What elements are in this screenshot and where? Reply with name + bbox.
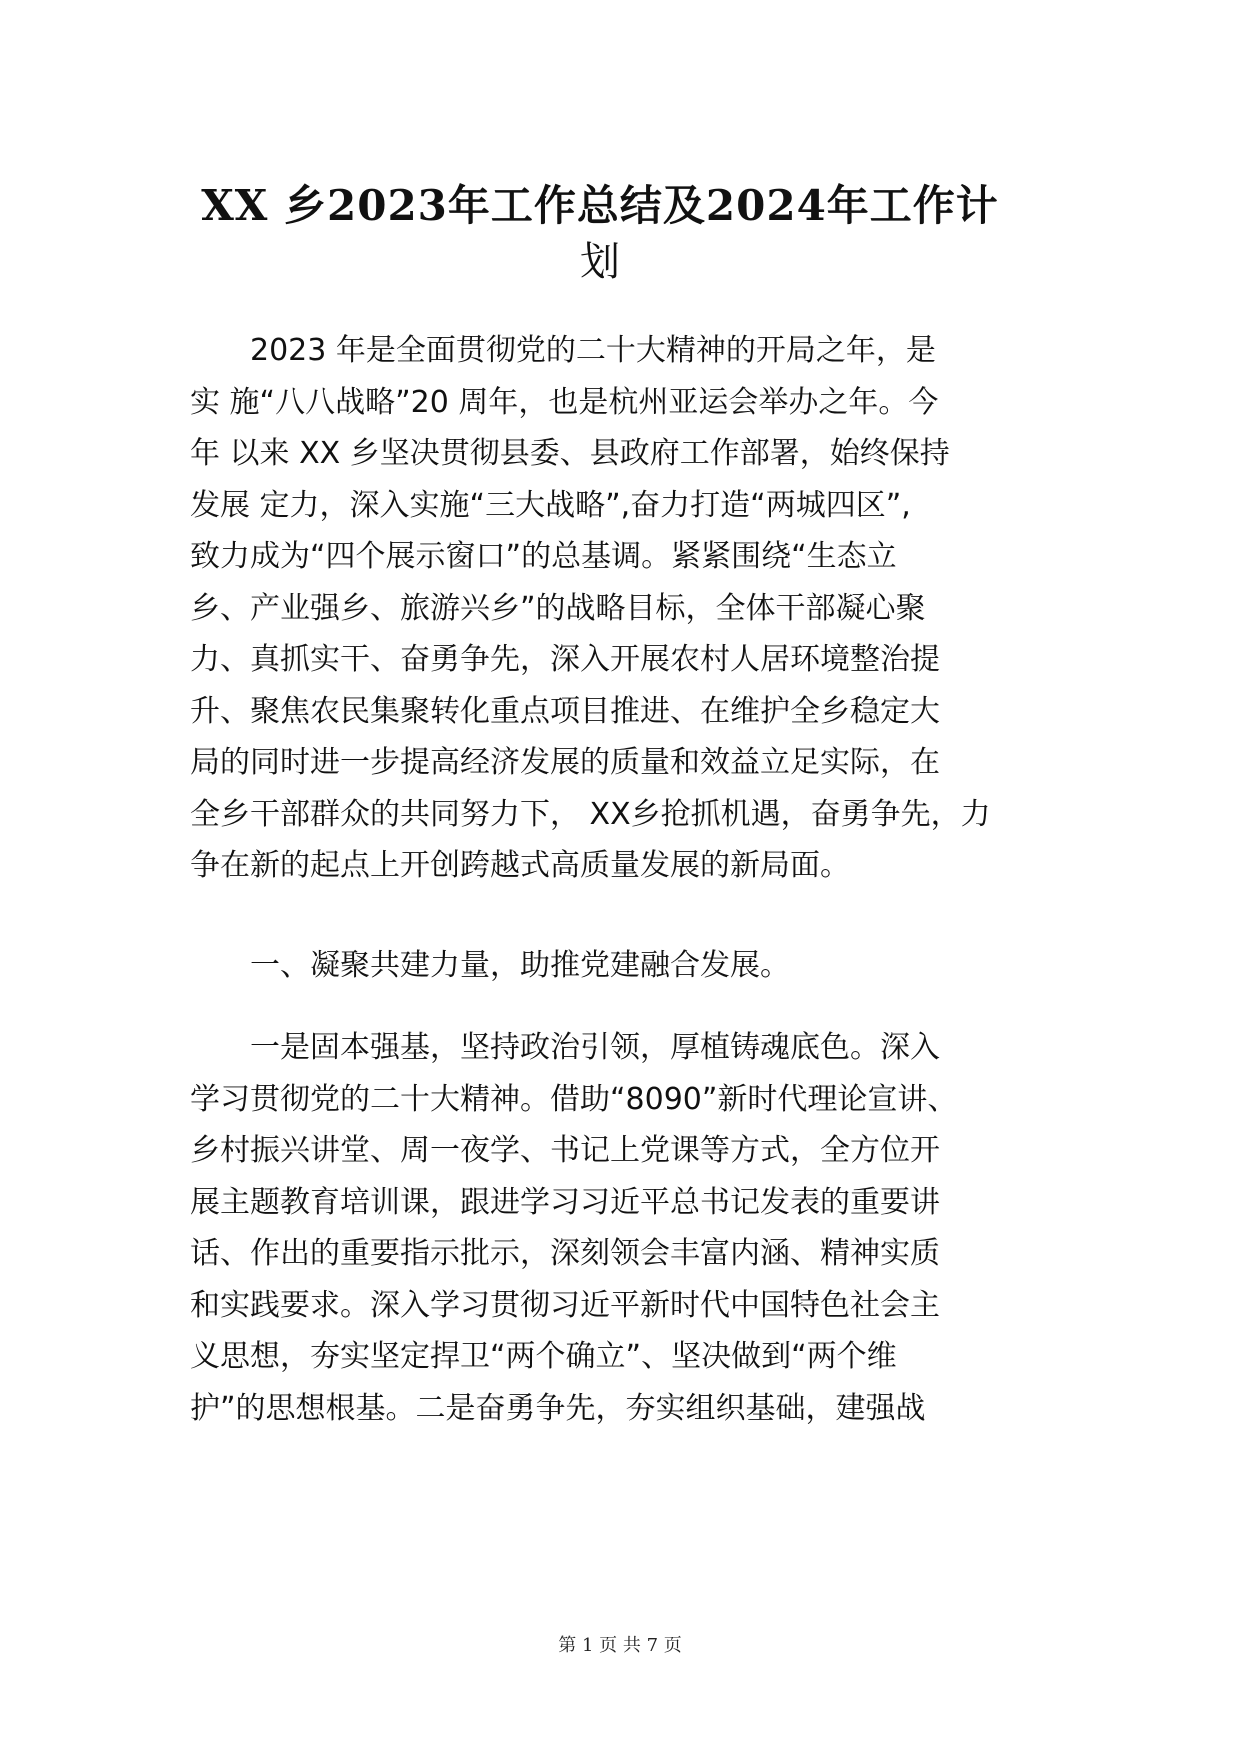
section-1-paragraph: 一是固本强基，坚持政治引领，厚植铸魂底色。深入 学习贯彻党的二十大精神。借助“8090”新时代理论宣讲、 乡村振兴讲堂、周一夜学、书记上党课等方式，全方位开 展主题教育培训课，跟进学习习近平总书记发表的重要讲 话、作出的重要指示批示，深刻领会丰富内涵、精神实质 和实践要求。深入学习贯彻习近平新时代中国特色社会主 义思想，夯实坚定捍卫“两个确立”、坚决做到“两个维 护”的思想根基。二是奋勇争先，夯实组织基础，建强战 [190,1030,958,1426]
page-number-footer: 第 1 页 共 7 页 [558,1635,682,1656]
document-title-line-2: 划 [580,239,620,285]
intro-paragraph: 2023 年是全面贯彻党的二十大精神的开局之年，是 实 施“八八战略”20 周年，也是杭州亚运会举办之年。今 年 以来 XX 乡坚决贯彻县委、县政府工作部署，始终保持 发展 定力，深入实施“三大战略”,奋力打造“两城四区”, 致力成为“四个展示窗口”的总基调。紧紧围绕“生态立 乡、产业强乡、旅游兴乡”的战略目标，全体干部凝心聚 力、真抓实干、奋勇争先，深入开展农村人居环境整治提 升、聚焦农民集聚转化重点项目推进、在维护全乡稳定大 局的同时进一步提高经济发展的质量和效益立足实际，在 全乡干部群众的共同努力下， XX乡抢抓机遇，奋勇争先，力 争在新的起点上开创跨越式高质量发展的新局面。 [190,333,991,883]
document-title-line-1: XX 乡2023年工作总结及2024年工作计 [201,181,999,230]
section-heading-1: 一、凝聚共建力量，助推党建融合发展。 [250,948,790,983]
